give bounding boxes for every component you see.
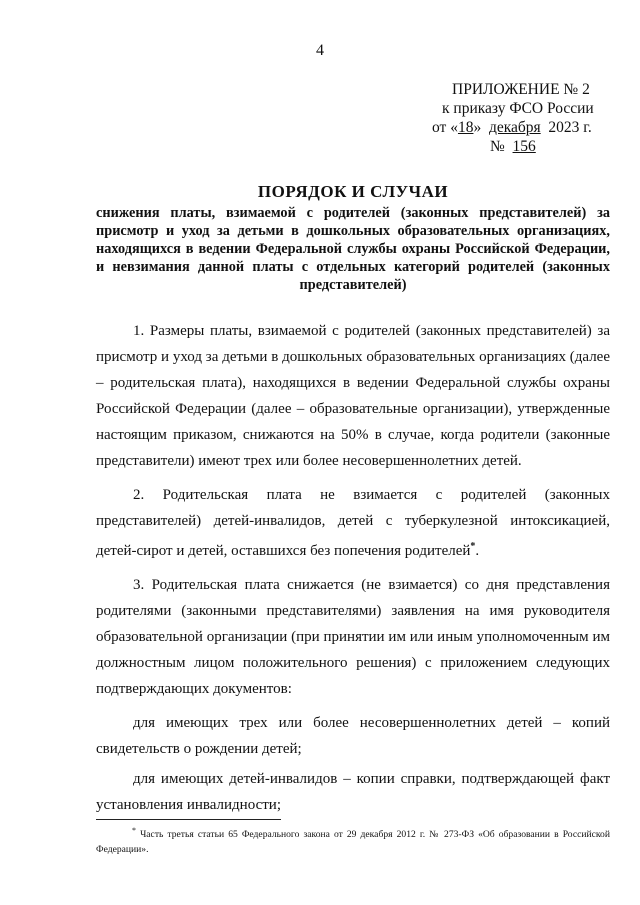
paragraph-2-end: .: [475, 543, 480, 559]
paragraph-2-text: 2. Родительская плата не взимается с родителей (законных представителей) детей-инвалидов, детей с туберкулезной интоксикацией, детей-сирот и детей, оставшихся без попечения родителей: [96, 487, 610, 559]
order-number: 156: [512, 138, 536, 155]
paragraph-3a: для имеющих трех или более несовершеннолетних детей – копий свидетельств о рождении детей;: [96, 715, 610, 757]
footnote: [96, 823, 610, 857]
page-number: 4: [316, 42, 324, 59]
appendix-header: [432, 80, 632, 156]
appendix-order: к приказу ФСО России: [442, 100, 594, 117]
date-day: 18: [457, 119, 474, 136]
paragraph-3: 3. Родительская плата снижается (не взимается) со дня представления родителями (законными представителями) заявления на имя руководителя образовательной организации (при принятии им или иным уполномоченным им должностным лицом положительного решения) с приложением следующих подтверждающих документов:: [96, 577, 610, 697]
appendix-title: ПРИЛОЖЕНИЕ № 2: [452, 81, 590, 98]
paragraph-1: 1. Размеры платы, взимаемой с родителей (законных представителей) за присмотр и уход за детьми в дошкольных образовательных организациях (далее – родительская плата), находящихся в ведении Федеральной службы охраны Российской Федерации (далее – образовательные организации), утвержденные настоящим приказом, снижаются на 50% в случае, когда родители (законные представители) имеют трех или более несовершеннолетних детей.: [96, 323, 610, 469]
document-title: [96, 182, 610, 294]
date-mid: »: [473, 119, 482, 136]
date-month: декабря: [488, 119, 541, 136]
number-prefix: №: [490, 138, 505, 155]
paragraph-2: [96, 482, 610, 564]
footnote-ref-mark: *: [132, 826, 136, 835]
date-year: 2023 г.: [548, 119, 592, 136]
footnote-mark: *: [470, 541, 476, 552]
appendix-date: [432, 118, 632, 137]
appendix-number: [432, 137, 632, 156]
paragraph-3b: для имеющих детей-инвалидов – копии справки, подтверждающей факт установления инвалидности;: [96, 771, 610, 813]
footnote-divider: [96, 819, 281, 820]
title-subtitle: снижения платы, взимаемой с родителей (законных представителей) за присмотр и уход за детьми в дошкольных образовательных организациях, находящихся в ведении Федеральной службы охраны Российской Федерации, и невзимания данной платы с отдельных категорий родителей (законных представителей): [96, 205, 610, 293]
footnote-text: Часть третья статьи 65 Федерального закона от 29 декабря 2012 г. № 273-ФЗ «Об образовании в Российской Федерации».: [96, 829, 610, 856]
date-prefix: от «: [432, 119, 458, 136]
title-main: ПОРЯДОК И СЛУЧАИ: [257, 182, 449, 201]
document-body: [96, 318, 610, 822]
